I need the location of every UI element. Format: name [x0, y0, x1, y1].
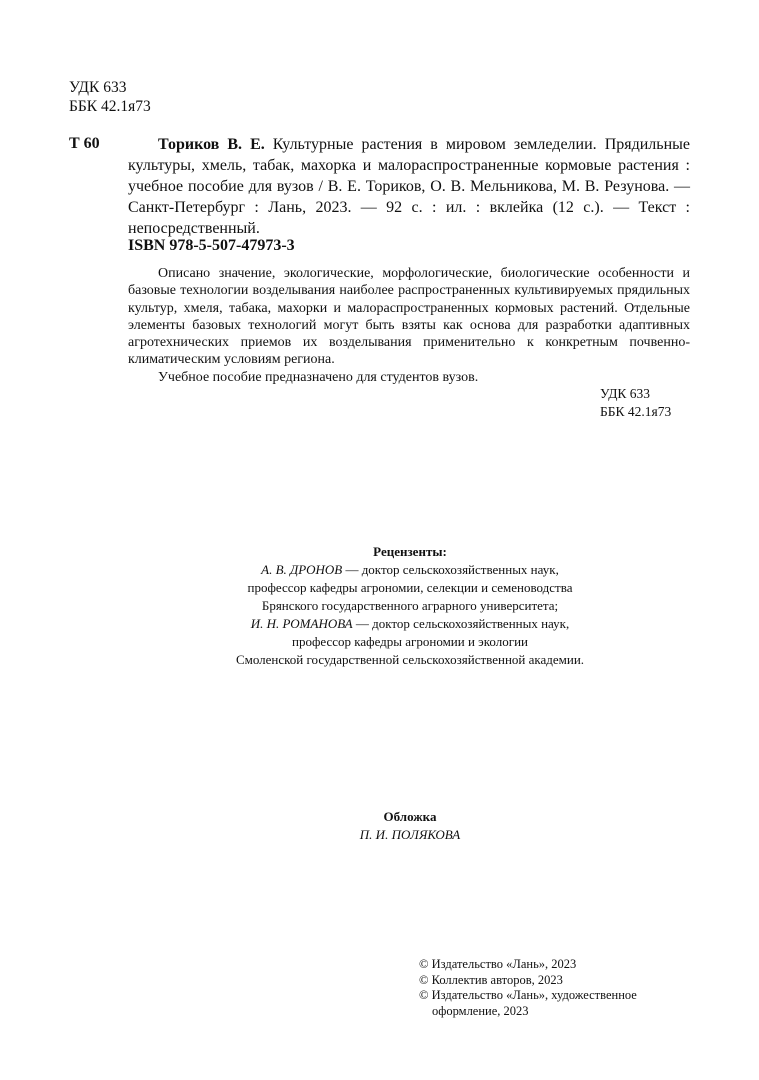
- reviewer-name: А. В. ДРОНОВ: [261, 562, 343, 577]
- annotation-paragraph: Учебное пособие предназначено для студентов вузов.: [158, 369, 479, 385]
- author-mark: Т 60: [69, 135, 100, 152]
- reviewer-name: И. Н. РОМАНОВА: [250, 616, 353, 631]
- reviewer-line: И. Н. РОМАНОВА — доктор сельскохозяйственных наук,: [250, 616, 570, 631]
- bibliographic-record: [128, 134, 690, 239]
- bbk-code: ББК 42.1я73: [600, 404, 672, 419]
- biblio-author: Ториков В. Е.: [158, 136, 265, 153]
- reviewer-line: профессор кафедры агрономии и экологии: [292, 634, 528, 649]
- copyright-block: [419, 957, 637, 1019]
- reviewers-block: [150, 543, 670, 669]
- cover-credit: [150, 808, 670, 844]
- annotation: [128, 265, 690, 386]
- reviewer-line: профессор кафедры агрономии, селекции и семеноводства: [247, 580, 573, 595]
- udk-code: УДК 633: [69, 79, 127, 96]
- udk-code: УДК 633: [600, 386, 651, 401]
- biblio-description: Культурные растения в мировом земледелии. Прядильные культуры, хмель, табак, махорка и малораспространенные кормовые растения : учебное пособие для вузов / В. Е. Ториков, О. В. Мельникова, М. В. Резунова. — Санкт-Петербург : Лань, 2023. — 92 с. : ил. : вклейка (12 с.). — Текст : непосредственный.: [128, 136, 690, 237]
- bbk-code: ББК 42.1я73: [69, 98, 151, 115]
- udk-bbk-header: [69, 78, 151, 116]
- reviewer-line: А. В. ДРОНОВ — доктор сельскохозяйственных наук,: [261, 562, 559, 577]
- cover-heading: Обложка: [383, 809, 437, 824]
- reviewer-line: Брянского государственного аграрного университета;: [261, 598, 559, 613]
- annotation-paragraph: Описано значение, экологические, морфологические, биологические особенности и базовые технологии возделывания наиболее распространенных культивируемых прядильных культур, хмеля, табака, махорки и малораспространенных кормовых растений. Отдельные элементы базовых технологий могут быть взяты как основа для разработки адаптивных агротехнических приемов их возделывания применительно к конкретным почвенно-климатическим условиям региона.: [128, 266, 690, 368]
- cover-designer: П. И. ПОЛЯКОВА: [359, 827, 461, 842]
- copyright-line: © Издательство «Лань», художественное: [419, 988, 637, 1002]
- copyright-line: © Коллектив авторов, 2023: [419, 972, 563, 987]
- isbn: ISBN 978-5-507-47973-3: [128, 237, 295, 254]
- copyright-line: оформление, 2023: [432, 1003, 529, 1018]
- reviewer-line: Смоленской государственной сельскохозяйственной академии.: [235, 652, 585, 667]
- copyright-line: © Издательство «Лань», 2023: [419, 957, 577, 971]
- reviewers-heading: Рецензенты:: [373, 544, 447, 559]
- udk-bbk-footer: [600, 385, 671, 421]
